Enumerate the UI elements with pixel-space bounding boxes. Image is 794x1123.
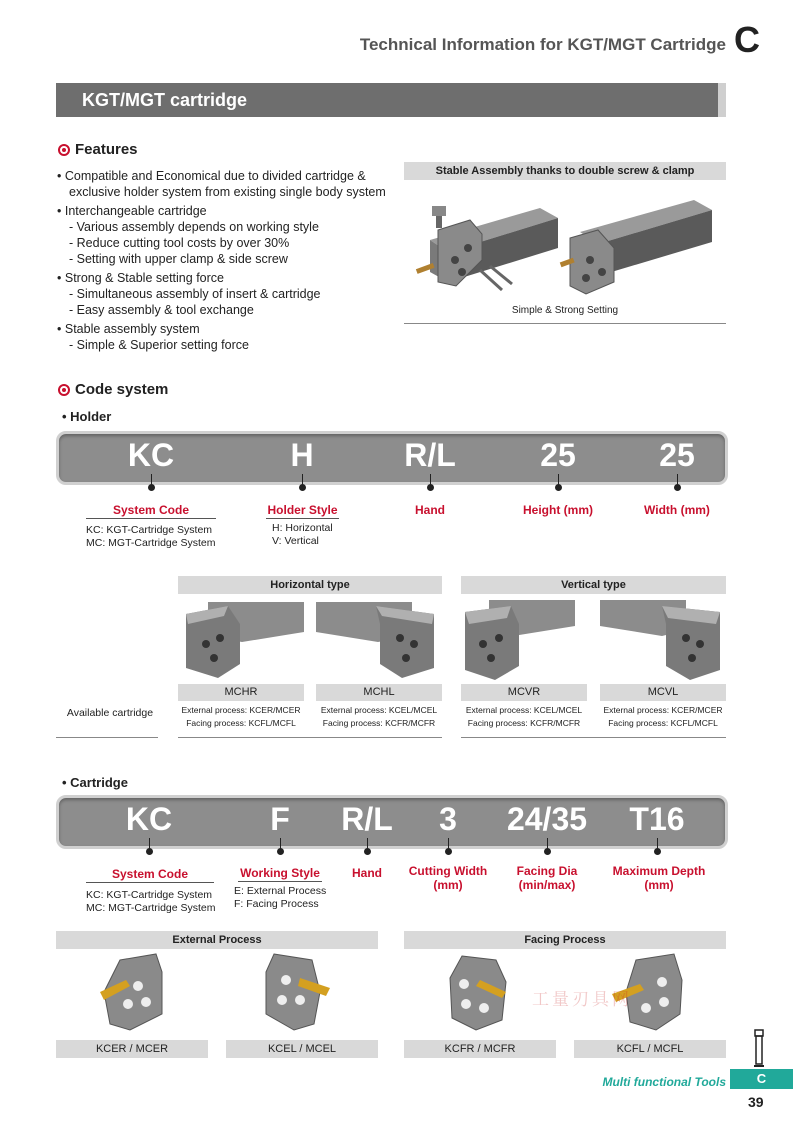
holder-label-hand: Hand [415, 503, 445, 517]
connector [280, 838, 281, 852]
cartridge-subheading: • Cartridge [62, 775, 128, 790]
holder-type-process: External process: KCER/MCER Facing process: KCFL/MCFL [603, 705, 723, 728]
holder-label-width: Width (mm) [644, 503, 710, 517]
holder-type-name: MCHR [178, 684, 304, 701]
connector [430, 474, 431, 488]
facing-process-header: Facing Process [404, 931, 726, 949]
cartridge-kcer-image [100, 954, 162, 1030]
holder-mcvl-image [600, 600, 720, 680]
cartridge-label-system-code: System Code [86, 867, 214, 883]
bullet-circle-icon [58, 144, 70, 156]
holder-code-segment: 25 [540, 437, 576, 473]
holder-label-style: Holder Style [267, 503, 338, 517]
holder-mchr-image [186, 602, 304, 678]
holder-code-segment: KC [127, 437, 175, 473]
holder-code-segment: R/L [404, 437, 456, 473]
assembly-illustration [410, 190, 720, 302]
features-heading-text: Features [75, 141, 138, 158]
assembly-caption: Simple & Strong Setting [511, 305, 619, 316]
holder-code-segment: H [290, 437, 314, 473]
cartridge-code-segment: T16 [629, 801, 685, 837]
feature-item: • Strong & Stable setting force [57, 271, 224, 285]
feature-sub: - Various assembly depends on working style [69, 220, 319, 234]
cartridge-name: KCEL / MCEL [226, 1040, 378, 1058]
cartridge-label-facing-dia: Facing Dia (min/max) [516, 864, 578, 892]
holder-label-height: Height (mm) [523, 503, 593, 517]
cartridge-name: KCFR / MCFR [404, 1040, 556, 1058]
cartridge-kcel-image [266, 954, 330, 1030]
holder-mcvr-image [465, 600, 575, 680]
holder-system-desc: KC: KGT-Cartridge System MC: MGT-Cartridge System [86, 524, 216, 549]
connector [547, 838, 548, 852]
cartridge-code-segment: 24/35 [506, 801, 588, 837]
code-system-heading [58, 381, 168, 398]
tool-icon [750, 1028, 768, 1068]
section-title-bar [56, 83, 726, 117]
page-title: Technical Information for KGT/MGT Cartridge [359, 35, 726, 54]
footer-text: Multi functional Tools [602, 1075, 726, 1089]
page-number: 39 [748, 1094, 764, 1110]
connector [149, 838, 150, 852]
holder-code-segment: 25 [659, 437, 695, 473]
code-system-heading-text: Code system [75, 381, 169, 398]
available-cartridge-label: Available cartridge [66, 707, 154, 719]
features-heading [58, 141, 138, 158]
external-process-header: External Process [56, 931, 378, 949]
cartridge-label-working-style: Working Style [238, 866, 322, 882]
holder-types-illustration [178, 596, 726, 682]
holder-type-process: External process: KCEL/MCEL Facing process: KCFR/MCFR [320, 705, 438, 728]
feature-sub: - Simple & Superior setting force [69, 338, 249, 352]
holder-mchl-image [316, 602, 434, 678]
connector [151, 474, 152, 488]
divider [56, 737, 158, 738]
cartridge-label-max-depth: Maximum Depth (mm) [612, 864, 706, 892]
holder-style-desc: H: Horizontal V: Vertical [272, 522, 333, 547]
holder-type-name: MCVR [461, 684, 587, 701]
holder-type-process: External process: KCER/MCER Facing process: KCFL/MCFL [181, 705, 301, 728]
cartridge-code-segment: F [270, 801, 290, 837]
vertical-type-header: Vertical type [461, 576, 726, 594]
connector [657, 838, 658, 852]
watermark: 工量刃具网 [532, 990, 632, 1009]
holder-type-name: MCHL [316, 684, 442, 701]
cartridge-code-segment: R/L [341, 801, 393, 837]
connector [677, 474, 678, 488]
feature-item: • Compatible and Economical due to divided cartridge & exclusive holder system from existing single body system [57, 169, 386, 199]
cartridge-illustration [90, 952, 730, 1036]
cartridge-kcfr-image [450, 956, 506, 1030]
cartridge-name: KCER / MCER [56, 1040, 208, 1058]
holder-subheading: • Holder [62, 409, 111, 424]
feature-sub: - Easy assembly & tool exchange [69, 303, 254, 317]
connector [558, 474, 559, 488]
connector [448, 838, 449, 852]
divider [178, 737, 442, 738]
feature-item: • Stable assembly system [57, 322, 200, 336]
divider [461, 737, 726, 738]
holder-label-system-code: System Code [86, 503, 216, 519]
horizontal-type-header: Horizontal type [178, 576, 442, 594]
connector [367, 838, 368, 852]
cartridge-code-segment: 3 [439, 801, 457, 837]
holder-type-name: MCVL [600, 684, 726, 701]
feature-item: • Interchangeable cartridge [57, 204, 207, 218]
cartridge-label-cutting-width: Cutting Width (mm) [408, 864, 488, 892]
cartridge-name: KCFL / MCFL [574, 1040, 726, 1058]
divider [404, 323, 726, 324]
chapter-letter: C [734, 19, 760, 60]
connector [302, 474, 303, 488]
feature-sub: - Setting with upper clamp & side screw [69, 252, 288, 266]
cartridge-system-desc: KC: KGT-Cartridge System MC: MGT-Cartridge System [86, 889, 216, 914]
footer-chapter-tab: C [730, 1069, 793, 1089]
assembly-title: Stable Assembly thanks to double screw & clamp [404, 162, 726, 180]
cartridge-label-hand: Hand [352, 866, 382, 880]
holder-type-process: External process: KCEL/MCEL Facing process: KCFR/MCFR [465, 705, 583, 728]
bullet-circle-icon [58, 384, 70, 396]
page-header [359, 19, 760, 60]
section-title: KGT/MGT cartridge [82, 90, 248, 110]
features-list [57, 165, 397, 353]
feature-sub: - Simultaneous assembly of insert & cartridge [69, 287, 321, 301]
feature-sub: - Reduce cutting tool costs by over 30% [69, 236, 290, 250]
cartridge-style-desc: E: External Process F: Facing Process [234, 885, 327, 910]
cartridge-code-segment: KC [125, 801, 173, 837]
